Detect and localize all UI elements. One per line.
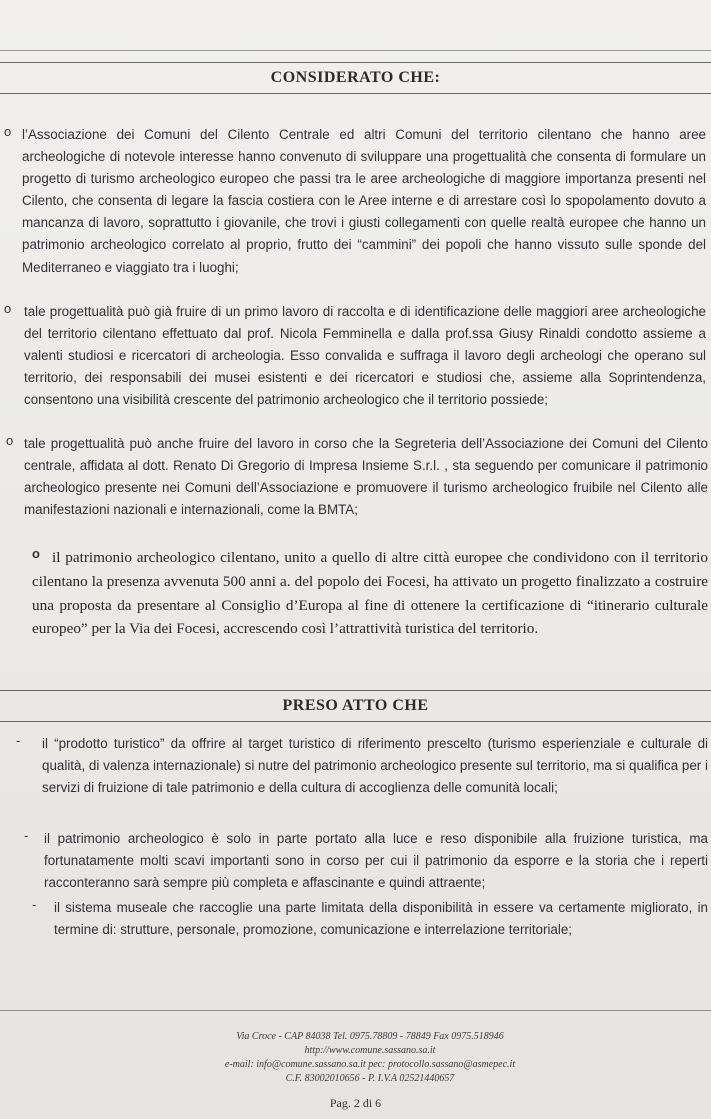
dash-marker: - [24,828,29,843]
footer [140,1030,600,1086]
section-heading-text: PRESO ATTO CHE [282,697,429,714]
preso-atto-item-3: il sistema museale che raccoglie una parte limitata della disponibilità in essere va certamente migliorato, in termine di: strutture, personale, promozione, comunicazione e interrelazione territoriale; [54,900,708,938]
section-heading-considerato [0,62,711,94]
considerato-item-3: tale progettualità può anche fruire del lavoro in corso che la Segreteria dell’Associazione dei Comuni del Cilento centrale, affidata al dott. Renato Di Gregorio di Impresa Insieme S.r.l. , sta seguendo per comunicare il patrimonio archeologico presente nei Comuni dell’Associazione e promuovere il turismo archeologico fruibile nel Cilento alle manifestazioni nazionali e internazionali, come la BMTA; [24,436,708,518]
considerato-item-2: tale progettualità può già fruire di un primo lavoro di raccolta e di identificazione delle maggiori aree archeologiche del territorio cilentano effettuato dal prof. Nicola Femminella e dalla prof.ssa Giusy Rinaldi condotto assieme a valenti studiosi e ricercatori di archeologia. Esso convalida e suffraga il lavoro degli archeologi che operano sul territorio, dei responsabili dei musei esistenti e dei ricercatori e studiosi che, assieme alla Soprintendenza, consentono una visibilità crescente del patrimonio archeologico che il territorio possiede; [24,304,706,408]
footer-website: http://www.comune.sassano.sa.it [304,1045,436,1056]
considerato-item-1: l’Associazione dei Comuni del Cilento Centrale ed altri Comuni del territorio cilentano che hanno aree archeologiche di notevole interesse hanno convenuto di sviluppare una progettualità che consenta di formulare un progetto di turismo archeologico europeo che passi tra le aree archeologiche di maggiore importanza presenti nel Cilento, che consenta di legare la fascia costiera con le Aree interne e di arrestare così lo spopolamento dovuto a mancanza di lavoro, soprattutto i giovanile, che trovi i giusti collegamenti con quelle realtà europee che hanno un patrimonio archeologico correlato al proprio, frutto dei “cammini” dei popoli che hanno vissuto sulle sponde del Mediterraneo e viaggiato tra i luoghi; [22,127,706,275]
footer-address: Via Croce - CAP 84038 Tel. 0975.78809 - 78849 Fax 0975.518946 [236,1031,504,1042]
bullet-marker: o [32,546,40,561]
section-heading-text: CONSIDERATO CHE: [270,69,441,86]
footer-fiscal: C.F. 83002010656 - P. I.V.A 02521440657 [285,1073,455,1084]
footer-rule [0,1010,711,1011]
bullet-marker: o [6,433,14,448]
top-rule [0,50,711,51]
dash-marker: - [16,733,21,748]
preso-atto-item-2: il patrimonio archeologico è solo in parte portato alla luce e reso disponibile alla fruizione turistica, ma fortunatamente molti scavi importanti sono in corso per cui il patrimonio da esporre e la storia che i reperti racconteranno sarà sempre più completa e affascinante e quindi attraente; [44,831,708,891]
footer-email: e-mail: info@comune.sassano.sa.it pec: protocollo.sassano@asmepec.it [224,1059,516,1070]
bullet-marker: o [4,124,12,139]
section-heading-preso-atto [0,690,711,722]
preso-atto-item-1: il “prodotto turistico” da offrire al target turistico di riferimento prescelto (turismo esperienziale e culturale di qualità, di valenza internazionale) si nutre del patrimonio archeologico presente sul territorio, ma si qualifica per i servizi di fruizione di tale patrimonio e della cultura di accoglienza delle comunità locali; [42,736,708,796]
dash-marker: - [32,897,37,912]
considerato-item-4 [32,546,708,641]
page-number: Pag. 2 di 6 [329,1096,382,1110]
bullet-marker: o [4,301,12,316]
considerato-item-4-text: il patrimonio archeologico cilentano, unito a quello di altre città europee che condividono con il territorio cilentano la presenza avvenuta 500 anni a. del popolo dei Focesi, ha attivato un progetto finalizzato a costruire una proposta da presentare al Consiglio d’Europa al fine di ottenere la certificazione di “itinerario culturale europeo” per la Via dei Focesi, accrescendo così l’attrattività turistica del territorio. [32,549,708,638]
